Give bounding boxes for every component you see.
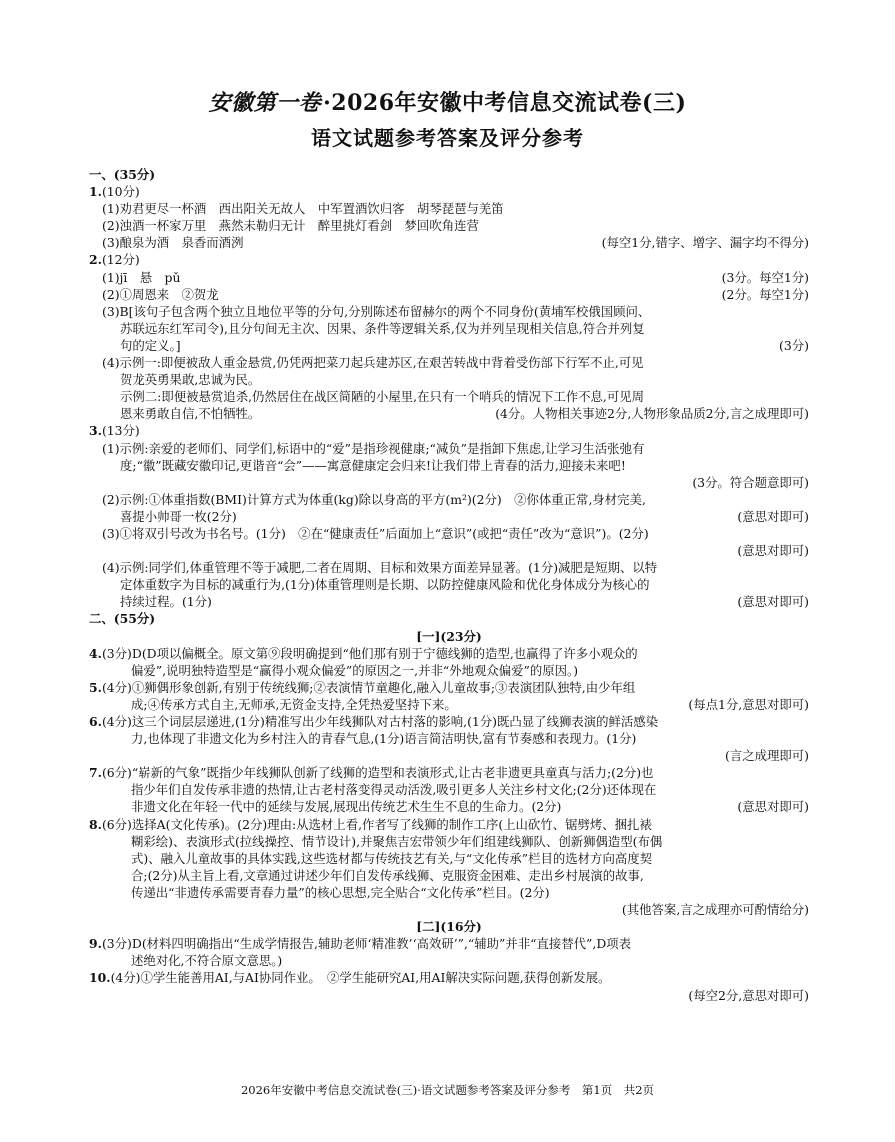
answer-line [89, 696, 809, 713]
question-score: (12分) [101, 252, 140, 268]
exam-title [0, 86, 895, 117]
exam-subtitle: 语文试题参考答案及评分参考 [311, 126, 584, 150]
answer-line [89, 798, 809, 815]
answer-line: 指少年们自发传承非遗的热情,让古老村落变得灵动活泼,吸引更多人关注乡村文化;(2分)还体现在 [131, 782, 657, 798]
answer-text: (6分)“崭新的气象”既指少年线狮队创新了线狮的造型和表演形式,让古老非遗更具童真与活力;(2分)也 [101, 765, 654, 781]
answer-line [89, 816, 809, 833]
answer-text: 句的定义。] [120, 337, 181, 353]
question-3-header [89, 422, 809, 439]
answer-line [89, 679, 809, 696]
answer-line [89, 969, 809, 986]
answer-line: (1)劝君更尽一杯酒 西出阳关无故人 中军置酒饮归客 胡琴琵琶与羌笛 [102, 201, 504, 217]
answer-text: 成;④传承方式自主,无师承,无资金支持,全凭热爱坚持下来。 [131, 696, 457, 712]
answer-line: 力,也体现了非遗文化为乡村注入的青春气息,(1分)语言简洁明快,富有节奏感和表现力。(1分) [131, 731, 637, 747]
question-number: 8. [89, 816, 102, 832]
answer-text: 喜提小帅哥一枚(2分) [120, 508, 237, 524]
answer-text: (4分)这三个词层层递进,(1分)精准写出少年线狮队对古村落的影响,(1分)既凸显了线狮表演的鲜活感染 [101, 714, 659, 729]
exam-title-text: ·2026年安徽中考信息交流试卷(三) [323, 90, 687, 116]
answer-line: (3)①将双引号改为书名号。(1分) ②在“健康责任”后面加上“意识”(或把“责任”改为“意识”)。(2分) [102, 525, 649, 541]
answer-line [89, 747, 809, 764]
answer-text: (3分)D(材料四明确指出“生成学情报告,辅助老师‘精准教’‘高效研’”,“辅助”并非“直接替代”,D项表 [101, 936, 632, 952]
answer-line: 示例二:即便被悬赏追杀,仍然居住在战区简陋的小屋里,在只有一个哨兵的情况下工作不息,可见周 [120, 389, 645, 405]
question-number: 10. [89, 970, 111, 986]
scoring-note: (每空2分,意思对即可) [688, 987, 809, 1003]
answer-line [89, 764, 809, 781]
question-number: 3. [89, 423, 102, 439]
answer-line: (4)示例:同学们,体重管理不等于减肥,二者在周期、目标和效果方面差异显著。(1分)减肥是短期、以特 [102, 560, 658, 576]
answer-line [89, 987, 809, 1004]
answer-line: (4)示例一:即便被敌人重金悬赏,仍凭两把菜刀起兵建苏区,在艰苦转战中背着受伤部下行军不止,可见 [102, 355, 644, 371]
scoring-note: (每空1分,错字、增字、漏字均不得分) [601, 235, 809, 251]
question-2-header [89, 251, 809, 268]
answer-line [89, 269, 809, 286]
scoring-note: (意思对即可) [737, 543, 809, 559]
answer-text: (3分)D(D项以偏概全。原文第⑨段明确提到“他们那有别于宁德线狮的造型,也赢得了许多小观众的 [101, 645, 638, 661]
answer-line: 苏联远东红军司令),且分句间无主次、因果、条件等逻辑关系,仅为并列呈现相关信息,符合并列复 [120, 320, 645, 336]
brand-logo: 安徽第一卷 [208, 90, 322, 116]
scoring-note: (2分。每空1分) [721, 286, 809, 302]
scoring-note: (3分。每空1分) [721, 269, 809, 285]
answer-text: (1)jī 悬 pǔ [102, 269, 181, 285]
answer-line [89, 508, 809, 525]
scoring-note: (言之成理即可) [724, 748, 809, 764]
scoring-note: (每点1分,意思对即可) [688, 696, 809, 712]
scoring-note: (其他答案,言之成理亦可酌情给分) [621, 902, 809, 918]
answer-line [89, 901, 809, 918]
question-number: 9. [89, 936, 102, 952]
question-number: 2. [89, 252, 102, 268]
answer-line: (2)浊酒一杯家万里 燕然未勒归无计 醉里挑灯看剑 梦回吹角连营 [102, 218, 479, 234]
question-number: 1. [89, 184, 102, 200]
answer-text: (4分)①学生能善用AI,与AI协同作业。 ②学生能研究AI,用AI解决实际问题,获得创新发展。 [110, 970, 611, 986]
question-number: 7. [89, 765, 102, 781]
answer-line: 定体重数字为目标的减重行为,(1分)体重管理则是长期、以防控健康风险和优化身体成分为核心的 [120, 577, 650, 593]
answer-line: 糊彩绘)、表演形式(拉线操控、情节设计),并聚焦吉宏带领少年们组建线狮队、创新狮偶造型(布偶 [131, 833, 663, 849]
answer-line: 式)、融入儿童故事的具体实践,这些选材都与传统技艺有关,与“文化传承”栏目的选材方向高度契 [131, 850, 653, 866]
answer-line: (3)B[该句子包含两个独立且地位平等的分句,分别陈述布留赫尔的两个不同身份(黄埔军校俄国顾问、 [102, 303, 651, 319]
answer-line [89, 286, 809, 303]
answer-line: 贺龙英勇果敢,忠诚为民。 [120, 372, 261, 388]
answer-line: 合;(2分)从主旨上看,文章通过讲述少年们自发传承线狮、克服资金困难、走出乡村展演的故事, [131, 867, 644, 883]
answer-line [89, 337, 809, 354]
scoring-note: (3分。符合题意即可) [692, 474, 809, 490]
scoring-note: (意思对即可) [737, 594, 809, 610]
question-score: (10分) [101, 184, 140, 200]
answer-line: 偏爱”,说明独特造型是“赢得小观众偏爱”的原因之一,并非“外地观众偏爱”的原因。) [131, 662, 579, 678]
answer-line [89, 234, 809, 251]
answer-line: (2)示例:①体重指数(BMI)计算方式为体重(kg)除以身高的平方(m²)(2分) ②你体重正常,身材完美, [102, 491, 646, 507]
answer-line: 述绝对化,不符合原文意思。) [131, 953, 283, 969]
answer-line [89, 645, 809, 662]
answer-text: 持续过程。(1分) [120, 594, 212, 610]
answer-text: 非遗文化在年轻一代中的延续与发展,展现出传统艺术生生不息的生命力。(2分) [131, 799, 562, 815]
scoring-note: (意思对即可) [737, 799, 809, 815]
subsection-heading: [二](16分) [416, 919, 482, 935]
answer-line [89, 474, 809, 491]
question-score: (13分) [101, 423, 140, 439]
question-1-header [89, 183, 809, 200]
answer-text: 恩来勇敢自信,不怕牺牲。 [120, 406, 261, 422]
answer-line [89, 405, 809, 422]
answer-line [89, 542, 809, 559]
page-footer: 2026年安徽中考信息交流试卷(三)·语文试题参考答案及评分参考 第1页 共2页 [240, 1083, 655, 1097]
answer-line [89, 935, 809, 952]
question-number: 5. [89, 679, 102, 695]
section-1-heading: 一、(35分) [89, 167, 156, 182]
section-2-heading: 二、(55分) [89, 611, 156, 627]
answer-content [89, 166, 809, 1004]
answer-text: (2)①周恩来 ②贺龙 [102, 286, 219, 302]
answer-line: 度;“徽”既藏安徽印记,更谐音“会”——寓意健康定会归来!让我们带上青春的活力,迎接未来吧! [120, 457, 626, 473]
answer-line [89, 713, 809, 730]
scoring-note: (4分。人物相关事迹2分,人物形象品质2分,言之成理即可) [495, 406, 809, 422]
answer-line: (1)示例:亲爱的老师们、同学们,标语中的“爱”是指珍视健康;“减负”是指卸下焦虑,让学习生活张弛有 [102, 440, 645, 456]
answer-text: (4分)①狮偶形象创新,有别于传统线狮;②表演情节童趣化,融入儿童故事;③表演团队独特,由少年组 [101, 679, 636, 695]
answer-text: (6分)选择A(文化传承)。(2分)理由:从选材上看,作者写了线狮的制作工序(上山砍竹、锯劈烤、捆扎裱 [101, 816, 652, 832]
scoring-note: (意思对即可) [737, 508, 809, 524]
answer-text: (3)酿泉为酒 泉香而酒洌 [102, 235, 244, 251]
question-number: 6. [89, 714, 102, 729]
subsection-heading: [一](23分) [416, 628, 482, 644]
scoring-note: (3分) [779, 337, 809, 353]
answer-line: 传递出“非遗传承需要青春力量”的核心思想,完全贴合“文化传承”栏目。(2分) [131, 884, 550, 900]
question-number: 4. [89, 645, 102, 661]
answer-line [89, 593, 809, 610]
